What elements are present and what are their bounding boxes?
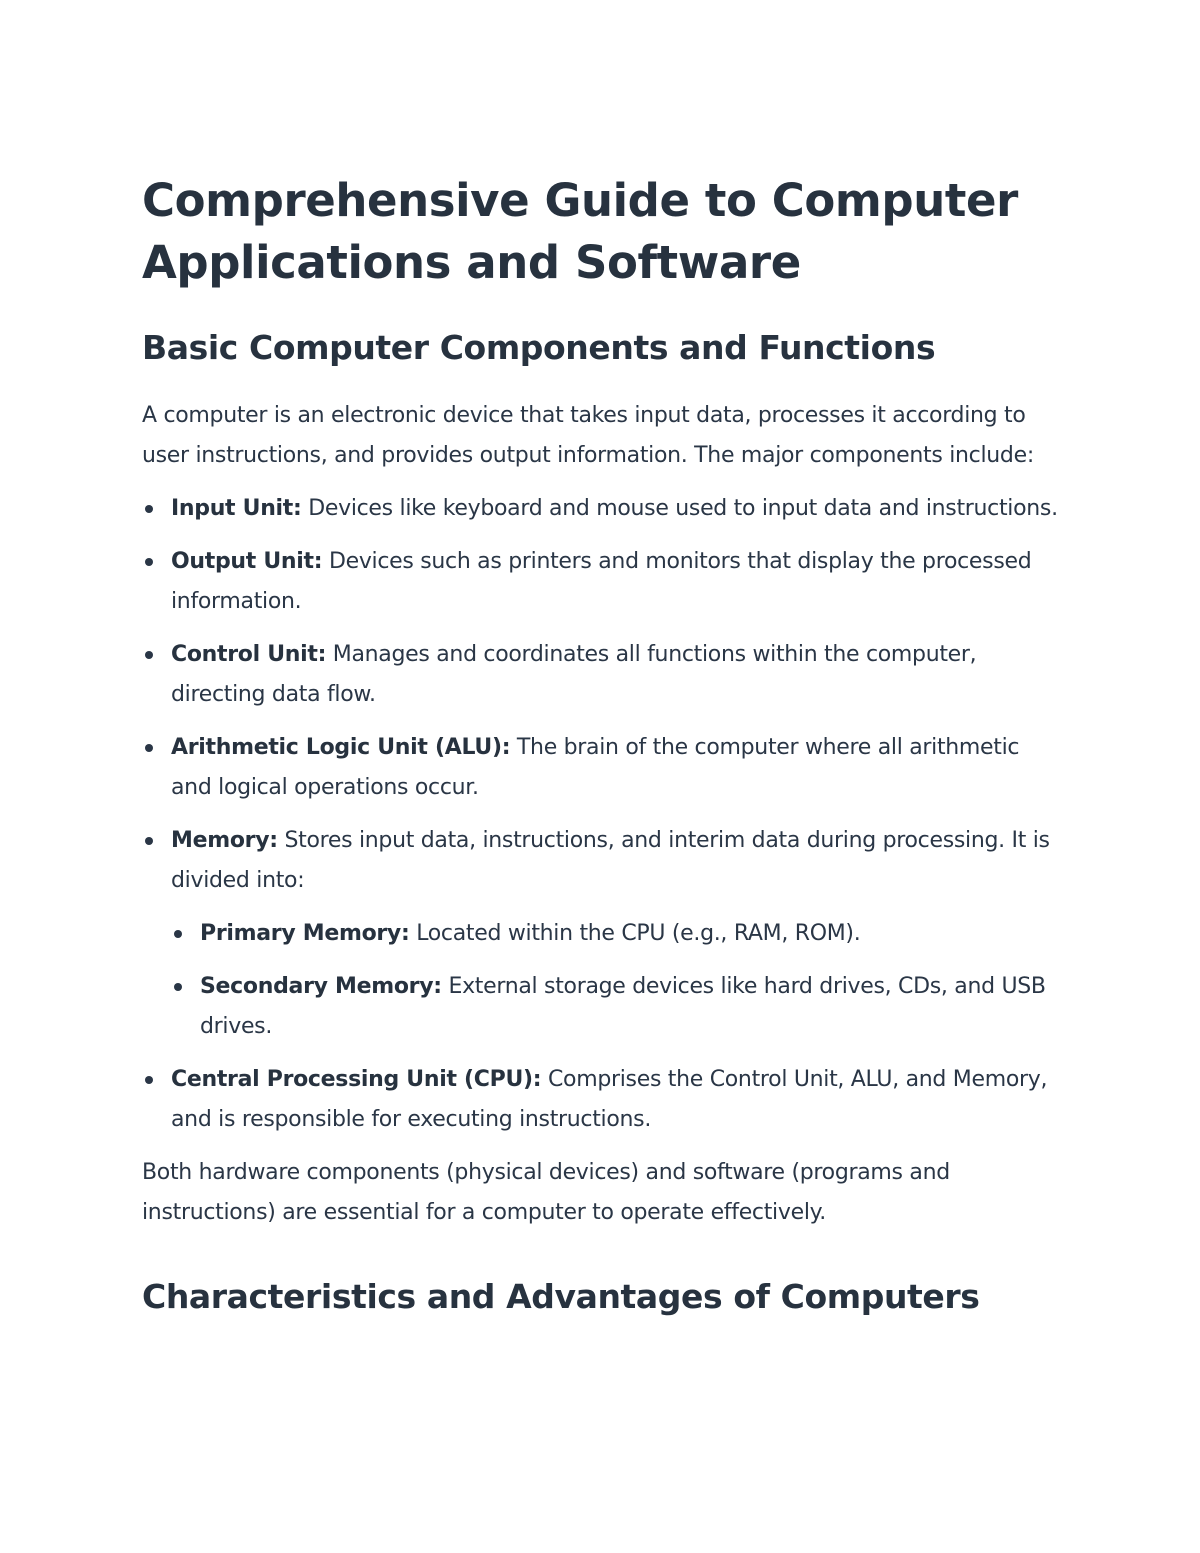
- list-item-control-unit: [142, 635, 1062, 715]
- list-item-term: Primary Memory:: [200, 921, 410, 946]
- list-item-term: Output Unit:: [171, 549, 323, 574]
- intro-paragraph: A computer is an electronic device that takes input data, processes it according to user instructions, and provides output information. The major components include:: [142, 403, 1034, 468]
- list-item-text: Comprises the Control Unit, ALU, and Memory, and is responsible for executing instructions.: [171, 1067, 1048, 1132]
- list-item-alu: [142, 728, 1062, 808]
- list-item-text: Located within the CPU (e.g., RAM, ROM).: [416, 921, 861, 946]
- closing-paragraph: Both hardware components (physical devices) and software (programs and instructions) are essential for a computer to operate effectively.: [142, 1160, 950, 1225]
- memory-sub-list: [171, 914, 1062, 1047]
- list-item-text: Manages and coordinates all functions within the computer, directing data flow.: [171, 642, 977, 707]
- list-item-text: Devices such as printers and monitors that display the processed information.: [171, 549, 1032, 614]
- list-item-term: Secondary Memory:: [200, 974, 442, 999]
- list-item-memory: [142, 821, 1062, 1047]
- list-item-term: Arithmetic Logic Unit (ALU):: [171, 735, 511, 760]
- list-item-output-unit: [142, 542, 1062, 622]
- list-item-term: Input Unit:: [171, 496, 302, 521]
- list-item-text: External storage devices like hard drives, CDs, and USB drives.: [200, 974, 1046, 1039]
- list-item-text: Devices like keyboard and mouse used to input data and instructions.: [308, 496, 1058, 521]
- sub-item-secondary-memory: [171, 967, 1062, 1047]
- document-page: [142, 170, 1062, 1319]
- list-item-term: Central Processing Unit (CPU):: [171, 1067, 542, 1092]
- section-heading-characteristics: Characteristics and Advantages of Computers: [142, 1277, 980, 1316]
- list-item-text: Stores input data, instructions, and interim data during processing. It is divided into:: [171, 828, 1050, 893]
- list-item-input-unit: [142, 489, 1062, 529]
- components-list: [142, 489, 1062, 1140]
- section-heading-basic-components: Basic Computer Components and Functions: [142, 328, 936, 367]
- list-item-cpu: [142, 1060, 1062, 1140]
- sub-item-primary-memory: [171, 914, 1062, 954]
- list-item-term: Control Unit:: [171, 642, 327, 667]
- list-item-text: The brain of the computer where all arithmetic and logical operations occur.: [171, 735, 1020, 800]
- list-item-term: Memory:: [171, 828, 278, 853]
- document-title: Comprehensive Guide to Computer Applications and Software: [142, 174, 1018, 289]
